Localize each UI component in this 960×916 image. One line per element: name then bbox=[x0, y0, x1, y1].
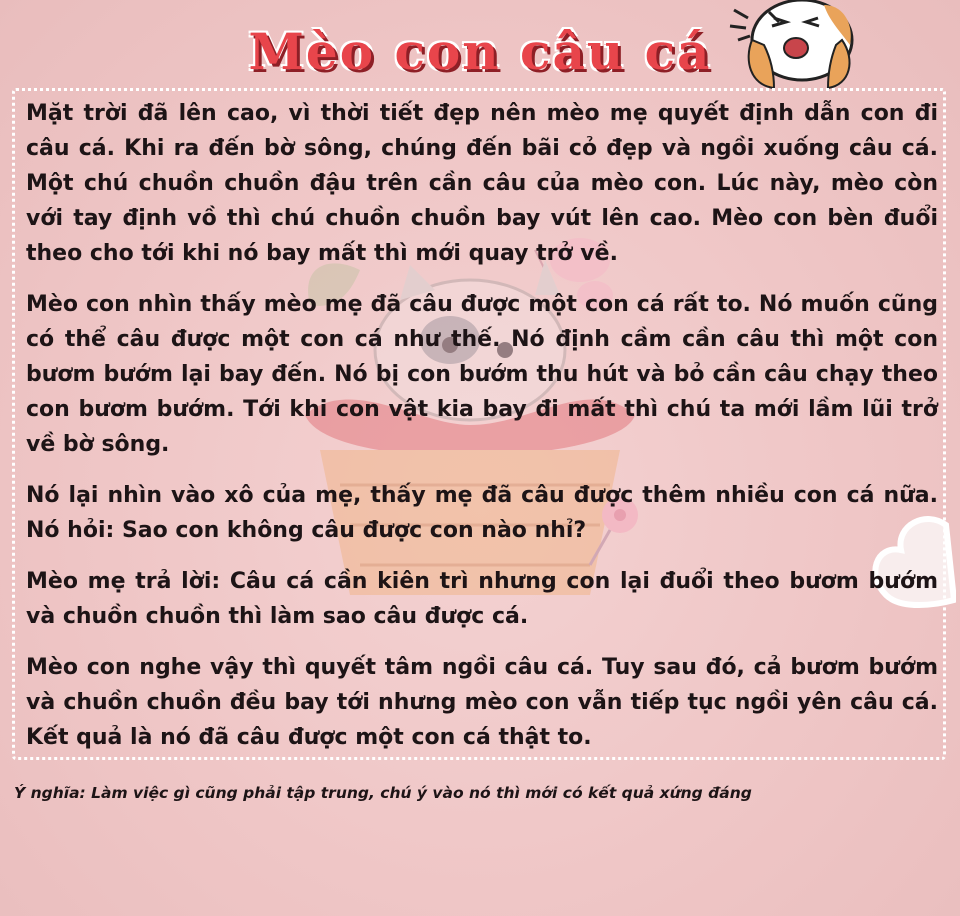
moral-text: Ý nghĩa: Làm việc gì cũng phải tập trung, chú ý vào nó thì mới có kết quả xứng đáng bbox=[14, 784, 752, 802]
story-paragraph-2: Mèo con nhìn thấy mèo mẹ đã câu được một con cá rất to. Nó muốn cũng có thể câu được một con cá như thế. Nó định cầm cần câu thì một con bươm bướm lại bay đến. Nó bị con bướm thu hút và bỏ cần câu chạy theo con bươm bướm. Tới khi con vật kia bay đi mất thì chú ta mới lầm lũi trở về bờ sông. bbox=[26, 292, 938, 457]
story-body bbox=[26, 96, 938, 771]
story-paragraph-4: Mèo mẹ trả lời: Câu cá cần kiên trì nhưng con lại đuổi theo bươm bướm và chuồn chuồn thì làm sao câu được cá. bbox=[26, 569, 938, 629]
story-paragraph-1: Mặt trời đã lên cao, vì thời tiết đẹp nên mèo mẹ quyết định dẫn con đi câu cá. Khi ra đến bờ sông, chúng đến bãi cỏ đẹp và ngồi xuống câu cá. Một chú chuồn chuồn đậu trên cần câu của mèo con. Lúc này, mèo còn với tay định vồ thì chú chuồn chuồn bay vút lên cao. Mèo con bèn đuổi theo cho tới khi nó bay mất thì mới quay trở về. bbox=[26, 101, 938, 266]
page-title: Mèo con câu cá bbox=[248, 22, 712, 81]
story-paragraph-3: Nó lại nhìn vào xô của mẹ, thấy mẹ đã câu được thêm nhiều con cá nữa. Nó hỏi: Sao con không câu được con nào nhỉ? bbox=[26, 483, 938, 543]
cat-face-icon bbox=[724, 0, 864, 92]
story-paragraph-5: Mèo con nghe vậy thì quyết tâm ngồi câu cá. Tuy sau đó, cả bươm bướm và chuồn chuồn đều bay tới nhưng mèo con vẫn tiếp tục ngồi yên câu cá. Kết quả là nó đã câu được một con cá thật to. bbox=[26, 655, 938, 750]
